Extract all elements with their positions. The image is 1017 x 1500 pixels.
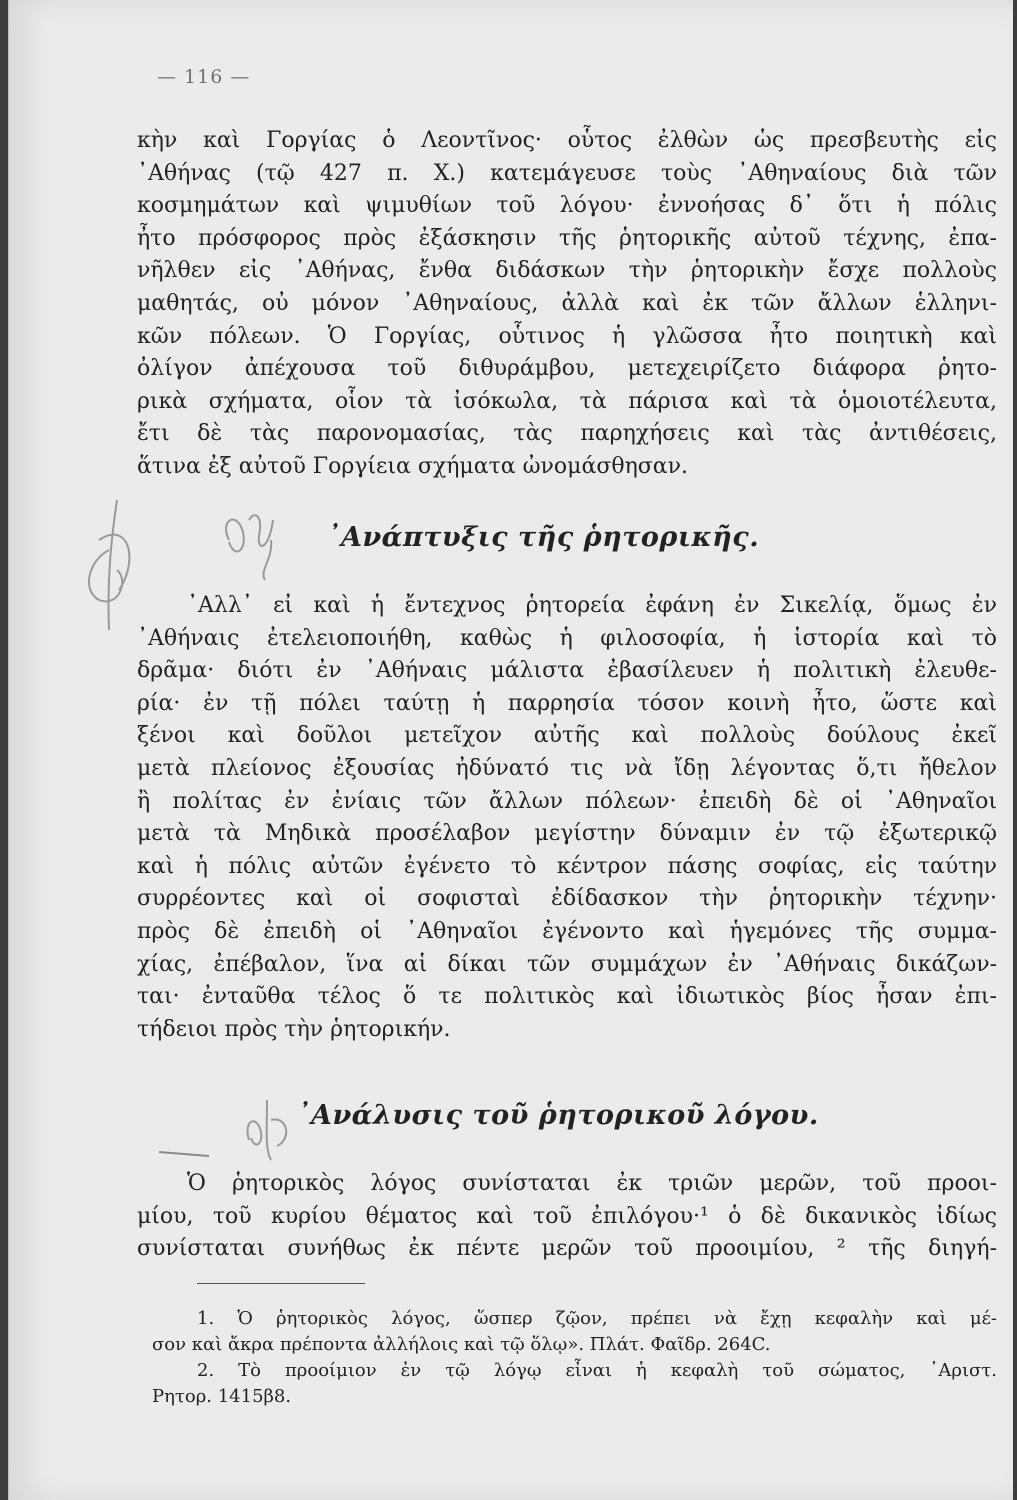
footnote-separator	[197, 1283, 365, 1284]
footnote-line: 2. Τὸ προοίμιον ἐν τῷ λόγῳ εἶναι ἡ κεφαλὴ τοῦ σώματος, ᾿Αριστ.	[197, 1360, 997, 1381]
pencil-scribble-mark	[139, 1080, 319, 1170]
text-line: ἢ πολίτας ἐν ἐνίαις τῶν ἄλλων πόλεων· ἐπειδὴ δὲ οἱ ᾿Αθηναῖοι	[137, 788, 997, 814]
text-line: ρικὰ σχήματα, οἷον τὰ ἰσόκωλα, τὰ πάρισα καὶ τὰ ὁμοιοτέλευτα,	[137, 388, 997, 414]
text-line: καὶ ἡ πόλις αὐτῶν ἐγένετο τὸ κέντρον πάσης σοφίας, εἰς ταύτην	[137, 853, 997, 879]
text-line: κοσμημάτων καὶ ψιμυθίων τοῦ λόγου· ἐννοήσας δ᾿ ὅτι ἡ πόλις	[137, 193, 997, 219]
footnotes	[152, 1306, 997, 1410]
text-line: ρία· ἐν τῇ πόλει ταύτῃ ἡ παρρησία τόσον κοινὴ ἦτο, ὥστε καὶ	[137, 690, 997, 716]
text-line: ται· ἐνταῦθα τέλος ὅ τε πολιτικὸς καὶ ἰδιωτικὸς βίος ἦσαν ἐπι-	[137, 984, 997, 1010]
book-page	[8, 0, 1013, 1500]
text-line: κὴν καὶ Γοργίας ὁ Λεοντῖνος· οὗτος ἐλθὼν ὡς πρεσβευτὴς εἰς	[137, 128, 997, 153]
footnote-line: σον καὶ ἄκρα πρέποντα ἀλλήλοις καὶ τῷ ὅλῳ». Πλάτ. Φαῖδρ. 264C.	[152, 1334, 771, 1355]
paragraph-development	[137, 590, 997, 1046]
page-number: — 116 —	[157, 66, 251, 88]
text-line: κῶν πόλεων. Ὁ Γοργίας, οὗτινος ἡ γλῶσσα ἦτο ποιητικὴ καὶ	[137, 323, 997, 349]
text-line: πρὸς δὲ ἐπειδὴ οἱ ᾿Αθηναῖοι ἐγένοντο καὶ ἡγεμόνες τῆς συμμα-	[137, 918, 997, 944]
footnote-line: 1. Ὁ ῥητορικὸς λόγος, ὥσπερ ζῷον, πρέπει νὰ ἔχῃ κεφαλὴν καὶ μέ-	[197, 1308, 997, 1329]
paragraph-gorgias	[137, 125, 997, 484]
text-line: ᾿Αθήνας (τῷ 427 π. Χ.) κατεμάγευσε τοὺς ᾿Αθηναίους διὰ τῶν	[137, 160, 997, 186]
text-line: συνίσταται συνήθως ἐκ πέντε μερῶν τοῦ προοιμίου, ² τῆς διηγή-	[137, 1236, 997, 1262]
text-line: μαθητάς, οὐ μόνον ᾿Αθηναίους, ἀλλὰ καὶ ἐκ τῶν ἄλλων ἑλληνι-	[137, 290, 997, 316]
text-line: μετὰ τὰ Μηδικὰ προσέλαβον μεγίστην δύναμιν ἐν τῷ ἐξωτερικῷ	[137, 821, 997, 847]
section-heading-analysis: ᾿Ανάλυσις τοῦ ῥητορικοῦ λόγου.	[297, 1100, 819, 1131]
text-line: δρᾶμα· διότι ἐν ᾿Αθήναις μάλιστα ἐβασίλευεν ἡ πολιτικὴ ἐλευθε-	[137, 658, 997, 684]
text-line: ὀλίγον ἀπέχουσα τοῦ διθυράμβου, μετεχειρίζετο διάφορα ῥητο-	[137, 356, 997, 382]
text-line: ἅτινα ἐξ αὐτοῦ Γοργίεια σχήματα ὠνομάσθησαν.	[137, 453, 688, 479]
text-line: συρρέοντες καὶ οἱ σοφισταὶ ἐδίδασκον τὴν ῥητορικὴν τέχνην·	[137, 886, 997, 912]
text-line: ᾿Αθήναις ἐτελειοποιήθη, καθὼς ἡ φιλοσοφία, ἡ ἱστορία καὶ τὸ	[137, 625, 997, 651]
text-line: ξένοι καὶ δοῦλοι μετεῖχον αὐτῆς καὶ πολλοὺς δούλους ἐκεῖ	[137, 723, 997, 749]
text-line: μίου, τοῦ κυρίου θέματος καὶ τοῦ ἐπιλόγου·¹ ὁ δὲ δικανικὸς ἰδίως	[137, 1203, 997, 1229]
text-line: ᾿Αλλ᾿ εἰ καὶ ἡ ἔντεχνος ῥητορεία ἐφάνη ἐν Σικελίᾳ, ὅμως ἐν	[187, 593, 997, 618]
text-line: τήδειοι πρὸς τὴν ῥητορικήν.	[137, 1016, 451, 1042]
text-line: ἔτι δὲ τὰς παρονομασίας, τὰς παρηχήσεις καὶ τὰς ἀντιθέσεις,	[137, 421, 997, 447]
text-line: χίας, ἐπέβαλον, ἵνα αἱ δίκαι τῶν συμμάχων ἐν ᾿Αθήναις δικάζων-	[137, 951, 997, 977]
text-line: ἦτο πρόσφορος πρὸς ἐξάσκησιν τῆς ῥητορικῆς αὐτοῦ τέχνης, ἐπα-	[137, 225, 997, 251]
section-heading-development: ᾿Ανάπτυξις τῆς ῥητορικῆς.	[327, 522, 760, 553]
text-line: Ὁ ῥητορικὸς λόγος συνίσταται ἐκ τριῶν μερῶν, τοῦ προοι-	[187, 1171, 997, 1196]
text-line: νῆλθεν εἰς ᾿Αθήνας, ἔνθα διδάσκων τὴν ῥητορικὴν ἔσχε πολλοὺς	[137, 258, 997, 284]
text-line: μετὰ πλείονος ἐξουσίας ἠδύνατό τις νὰ ἴδῃ λέγοντας ὅ,τι ἤθελον	[137, 755, 997, 781]
footnote-line: Ρητορ. 1415β8.	[152, 1386, 292, 1407]
paragraph-analysis	[137, 1168, 997, 1266]
